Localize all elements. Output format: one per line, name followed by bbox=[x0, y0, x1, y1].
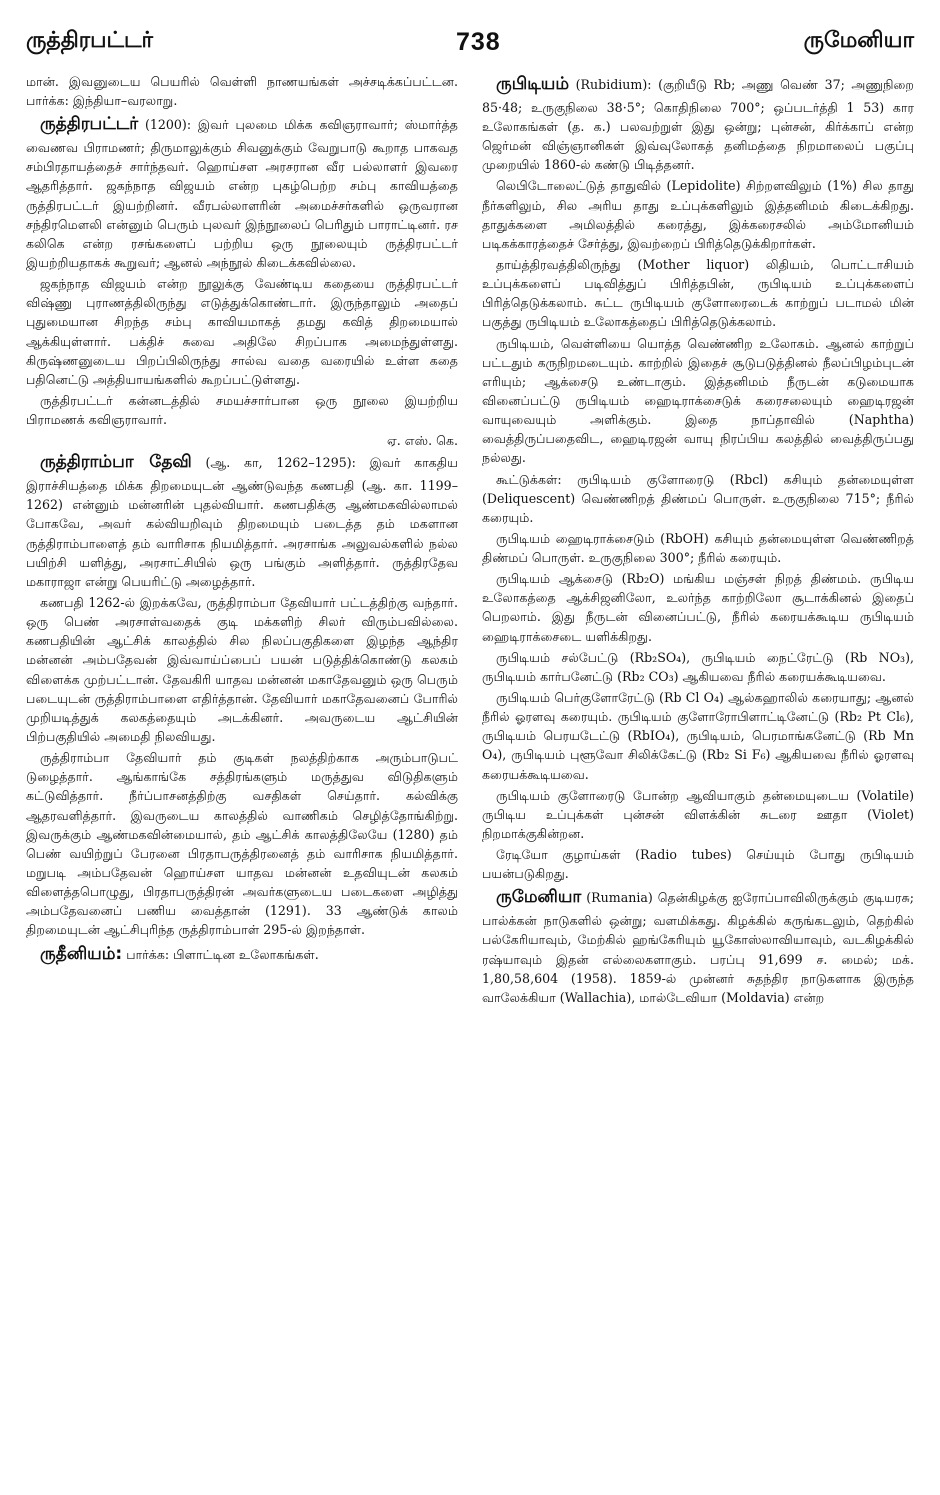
paragraph: தாய்த்திரவத்திலிருந்து (Mother liquor) லிதியம், பொட்டாசியம் உப்புக்களைப் படிவித்துப் பிரித்தபின், ருபிடியம் உப்புக்களைப் பிரித்தெடுக்கலாம். சுட்ட ருபிடியம் குளோரைடைக் காற்றுப் படாமல் மின் பகுத்து ருபிடியம் உலோகத்தைப் பிரித்தெடுக்கலாம். bbox=[482, 256, 914, 330]
entry-rubidium bbox=[482, 72, 914, 174]
paragraph: ருபிடியம் ஆக்சைடு (Rb₂O) மங்கிய மஞ்சள் நிறத் திண்மம். ருபிடிய உலோகத்தை ஆக்சிஜனிலோ, உலர்ந்த காற்றிலோ சூடாக்கினல் இதைப் பெறலாம். இது நீருடன் வினைப்பட்டு, நீரில் கரையக்கூடிய ருபிடியம் ஹைடிராக்சைடை யளிக்கிறது. bbox=[482, 571, 914, 644]
right-column bbox=[482, 72, 914, 1472]
paragraph: கூட்டுக்கள்: ருபிடியம் குளோரைடு (Rbcl) கசியும் தன்மையுள்ள (Deliquescent) வெண்ணிறத் திண்மப் பொருள். உருகுநிலை 715°; நீரில் கரையும். bbox=[482, 471, 914, 525]
left-column bbox=[26, 72, 458, 1472]
header-right-guideword: ருமேனியா bbox=[803, 28, 914, 53]
entry-ruthenium bbox=[26, 942, 458, 968]
entry-rudramba-devi bbox=[26, 450, 458, 591]
entry-text: (Rumania) தென்கிழக்கு ஐரோப்பாவிலிருக்கும் குடியரசு; பால்க்கன் நாடுகளில் ஒன்று; வளமிக்கது. கிழக்கில் கருங்கடலும், தெற்கில் பல்கேரியாவும், மேற்கில் ஹங்கேரியும் யூகோஸ்லாவியாவும், வடகிழக்கில் ரஷ்யாவும் இதன் எல்லைகளாகும். பரப்பு 91,699 ச. மைல்; மக். 1,80,58,604 (1958). 1859-ல் முன்னர் சுதந்திர நாடுகளாக இருந்த வாலேக்கியா (Wallachia), மால்டேவியா (Moldavia) என்ற bbox=[482, 890, 914, 1005]
entry-headword: ருத்திரபட்டர் bbox=[40, 114, 139, 135]
header-left-guideword: ருத்திரபட்டர் bbox=[26, 28, 153, 53]
paragraph: லெபிடோலைட்டுத் தாதுவில் (Lepidolite) சிற்றளவிலும் (1%) சில தாது நீர்களிலும், சில அரிய தாது உப்புக்களிலும் இத்தனிமம் கிடைக்கிறது. தாதுக்களை அமிலத்தில் கரைத்து, இக்கரைசலில் அம்மோனியம் படிகக்காரத்தைச் சேர்த்து, இவற்றைப் பிரித்தெடுக்கிறார்கள். bbox=[482, 178, 914, 251]
paragraph: ருபிடியம் பெர்குளோரேட்டு (Rb Cl O₄) ஆல்கஹாலில் கரையாது; ஆனல் நீரில் ஓரளவு கரையும். ருபிடியம் குளோரோபிளாட்டினேட்டு (Rb₂ Pt Cl₆), ருபிடியம் பெரயடேட்டு (RbIO₄), ருபிடியம், பெரமாங்கனேட்டு (Rb Mn O₄), ருபிடியம் புளூவோ சிலிக்கேட்டு (Rb₂ Si F₆) ஆகியவை நீரில் ஓரளவு கரையக்கூடியவை. bbox=[482, 690, 914, 782]
page-header bbox=[26, 22, 914, 62]
paragraph: மான். இவனுடைய பெயரில் வெள்ளி நாணயங்கள் அச்சடிக்கப்பட்டன. பார்க்க: இந்தியா–வரலாறு. bbox=[26, 74, 458, 109]
entry-headword: ருத்திராம்பா தேவி bbox=[40, 452, 192, 473]
paragraph: ருபிடியம், வெள்ளியை யொத்த வெண்ணிற உலோகம். ஆனல் காற்றுப் பட்டதும் கருநிறமடையும். காற்றில் இதைச் சூடுபடுத்தினல் நீலப்பிழம்புடன் எரியும்; ஆக்சைடு உண்டாகும். இத்தனிமம் நீருடன் கடுமையாக வினைப்பட்டு ருபிடியம் ஹைடிராக்சைடுக் கரைசலையும் ஹைடிரஜன் வாயுவையும் அளிக்கும். இதை நாப்தாவில் (Naphtha) வைத்திருப்பதைவிட, ஹைடிரஜன் வாயு நிரப்பிய கலத்தில் வைத்திருப்பது நல்லது. bbox=[482, 335, 914, 466]
entry-text: (1200): இவர் புலமை மிக்க கவிஞராவார்; ஸ்மார்த்த வைணவ பிராமணர்; திருமாலுக்கும் சிவனுக்கும் வேறுபாடு கூறாத பாகவத சம்பிரதாயத்தைச் சார்ந்தவர். ஹொய்சள அரசரான வீர பல்லாளர் இவரை ஆதரித்தார். ஜகந்நாத விஜயம் என்ற புகழ்பெற்ற சம்பு காவியத்தை ருத்திரபட்டர் இயற்றினர். வீரபல்லாளரின் அமைச்சர்களில் ஒருவரான சந்திரமௌலி என்னும் பெரும் புலவர் இந்நூலைப் பெரிதும் பாராட்டினர். ரச கலிகெ என்ற ரசங்களைப் பற்றிய ஒரு நூலையும் ருத்திரபட்டர் இயற்றியதாகக் கூறுவர்; ஆனல் அந்நூல் கிடைக்கவில்லை. bbox=[26, 117, 458, 270]
page-number: 738 bbox=[455, 27, 501, 56]
paragraph: ருத்திரபட்டர் கன்னடத்தில் சமயச்சார்பான ஒரு நூலை இயற்றிய பிராமணக் கவிஞராவார். bbox=[26, 392, 458, 428]
paragraph: ஜகந்நாத விஜயம் என்ற நூலுக்கு வேண்டிய கதையை ருத்திரபட்டர் விஷ்ணு புராணத்திலிருந்து எடுத்துக்கொண்டார். இருந்தாலும் அதைப் புதுமையான சிறந்த சம்பு காவியமாகத் தமது கவித் திறமையால் ஆக்கியுள்ளார். பக்திச் சுவை அதிலே சிறப்பாக அமைந்துள்ளது. கிருஷ்ணனுடைய பிறப்பிலிருந்து சால்வ வதை வரையில் உள்ள கதை பதினெட்டு அத்தியாயங்களில் கூறப்பட்டுள்ளது. bbox=[26, 276, 458, 387]
paragraph: ரேடியோ குழாய்கள் (Radio tubes) செய்யும் போது ருபிடியம் பயன்படுகிறது. bbox=[482, 847, 914, 882]
paragraph: ருத்திராம்பா தேவியார் தம் குடிகள் நலத்திற்காக அரும்பாடுபட் டுழைத்தார். ஆங்காங்கே சத்திரங்களும் மருத்துவ விடுதிகளும் கட்டுவித்தார். நீர்ப்பாசனத்திற்கு வசதிகள் செய்தார். கல்விக்கு ஆதரவளித்தார். இவருடைய காலத்தில் வாணிகம் செழித்தோங்கிற்று. இவருக்கும் ஆண்மகவின்மையால், தம் ஆட்சிக் காலத்திலேயே (1280) தம் பெண் வயிற்றுப் பேரனை பிரதாபருத்திரனைத் தம் வாரிசாக நியமித்தார். மறுபடி அம்பதேவன் ஹொய்சள யாதவ மன்னன் உதவியுடன் கலகம் விளைத்தபொழுது, பிரதாபருத்திரன் அவர்களுடைய படைகளை அழித்து அம்பதேவனைப் பணிய வைத்தான் (1291). 33 ஆண்டுக் காலம் திறமையுடன் ஆட்சிபுரிந்த ருத்திராம்பாள் 295-ல் இறந்தாள். bbox=[26, 750, 458, 938]
paragraph: ருபிடியம் சல்பேட்டு (Rb₂SO₄), ருபிடியம் நைட்ரேட்டு (Rb NO₃), ருபிடியம் கார்பனேட்டு (Rb₂ CO₃) ஆகியவை நீரில் கரையக்கூடியவை. bbox=[482, 649, 914, 684]
author-signature: ஏ. எஸ். கெ. bbox=[386, 433, 458, 449]
entry-rudrabhatta bbox=[26, 112, 458, 272]
paragraph: ருபிடியம் ஹைடிராக்சைடும் (RbOH) கசியும் தன்மையுள்ள வெண்ணிறத் திண்மப் பொருள். உருகுநிலை 300°; நீரில் கரையும். bbox=[482, 530, 914, 566]
entry-headword: ருமேனியா bbox=[496, 887, 582, 908]
entry-text: (Rubidium): (குறியீடு Rb; அணு வெண் 37; அணுநிறை 85·48; உருகுநிலை 38·5°; கொதிநிலை 700°; ஒப்படர்த்தி 1 53) கார உலோகங்கள் (த. க.) பலவற்றுள் இது ஒன்று; புன்சன், கிர்க்காப் என்ற ஜெர்மன் விஞ்ஞானிகள் இவ்வுலோகத் தனிமத்தை நிறமாலைப் பகுப்பு முறையில் 1860-ல் கண்டு பிடித்தனர். bbox=[482, 77, 914, 173]
entry-rumania bbox=[482, 885, 914, 1007]
entry-text: பார்க்க: பிளாட்டின உலோகங்கள். bbox=[126, 946, 319, 962]
paragraph: கணபதி 1262-ல் இறக்கவே, ருத்திராம்பா தேவியார் பட்டத்திற்கு வந்தார். ஒரு பெண் அரசாள்வதைக் குடி மக்களிற் சிலர் விரும்பவில்லை. கணபதியின் ஆட்சிக் காலத்தில் சில நிலப்பகுதிகளை இழந்த ஆந்திர மன்னன் அம்பதேவன் இவ்வாய்ப்பைப் பயன் படுத்திக்கொண்டு கலகம் விளைக்க முற்பட்டான். தேவகிரி யாதவ மன்னன் மகாதேவனும் ஒரு பெரும் படையுடன் ருத்திராம்பாளை எதிர்த்தான். தேவியார் மகாதேவனைப் போரில் முறியடித்துக் கலகத்தையும் அடக்கினர். அவருடைய ஆட்சியின் பிற்பகுதியில் அமைதி நிலவியது. bbox=[26, 595, 458, 745]
paragraph: ருபிடியம் குளோரைடு போன்ற ஆவியாகும் தன்மையுடைய (Volatile) ருபிடிய உப்புக்கள் புன்சன் விளக்கின் சுடரை ஊதா (Violet) நிறமாக்குகின்றன. bbox=[482, 787, 914, 842]
entry-headword: ருதீனியம்: bbox=[40, 943, 123, 964]
entry-headword: ருபிடியம் bbox=[496, 74, 570, 94]
entry-text: (ஆ. கா, 1262–1295): இவர் காகதிய இராச்சியத்தை மிக்க திறமையுடன் ஆண்டுவந்த கணபதி (ஆ. கா. 1199–1262) என்னும் மன்னரின் புதல்வியார். கணபதிக்கு ஆண்மகவில்லாமல் போகவே, அவர் கல்வியறிவும் திறமையும் படைத்த தம் மகளான ருத்திராம்பாளைத் தம் வாரிசாக நியமித்தார். அரசாங்க அலுவல்களில் நல்ல பயிற்சி யளித்து, அரசாட்சியில் ஒரு பங்கும் அளித்தார். ருத்திரதேவ மகாராஜா என்று பெயரிட்டு அழைத்தார். bbox=[26, 455, 458, 589]
